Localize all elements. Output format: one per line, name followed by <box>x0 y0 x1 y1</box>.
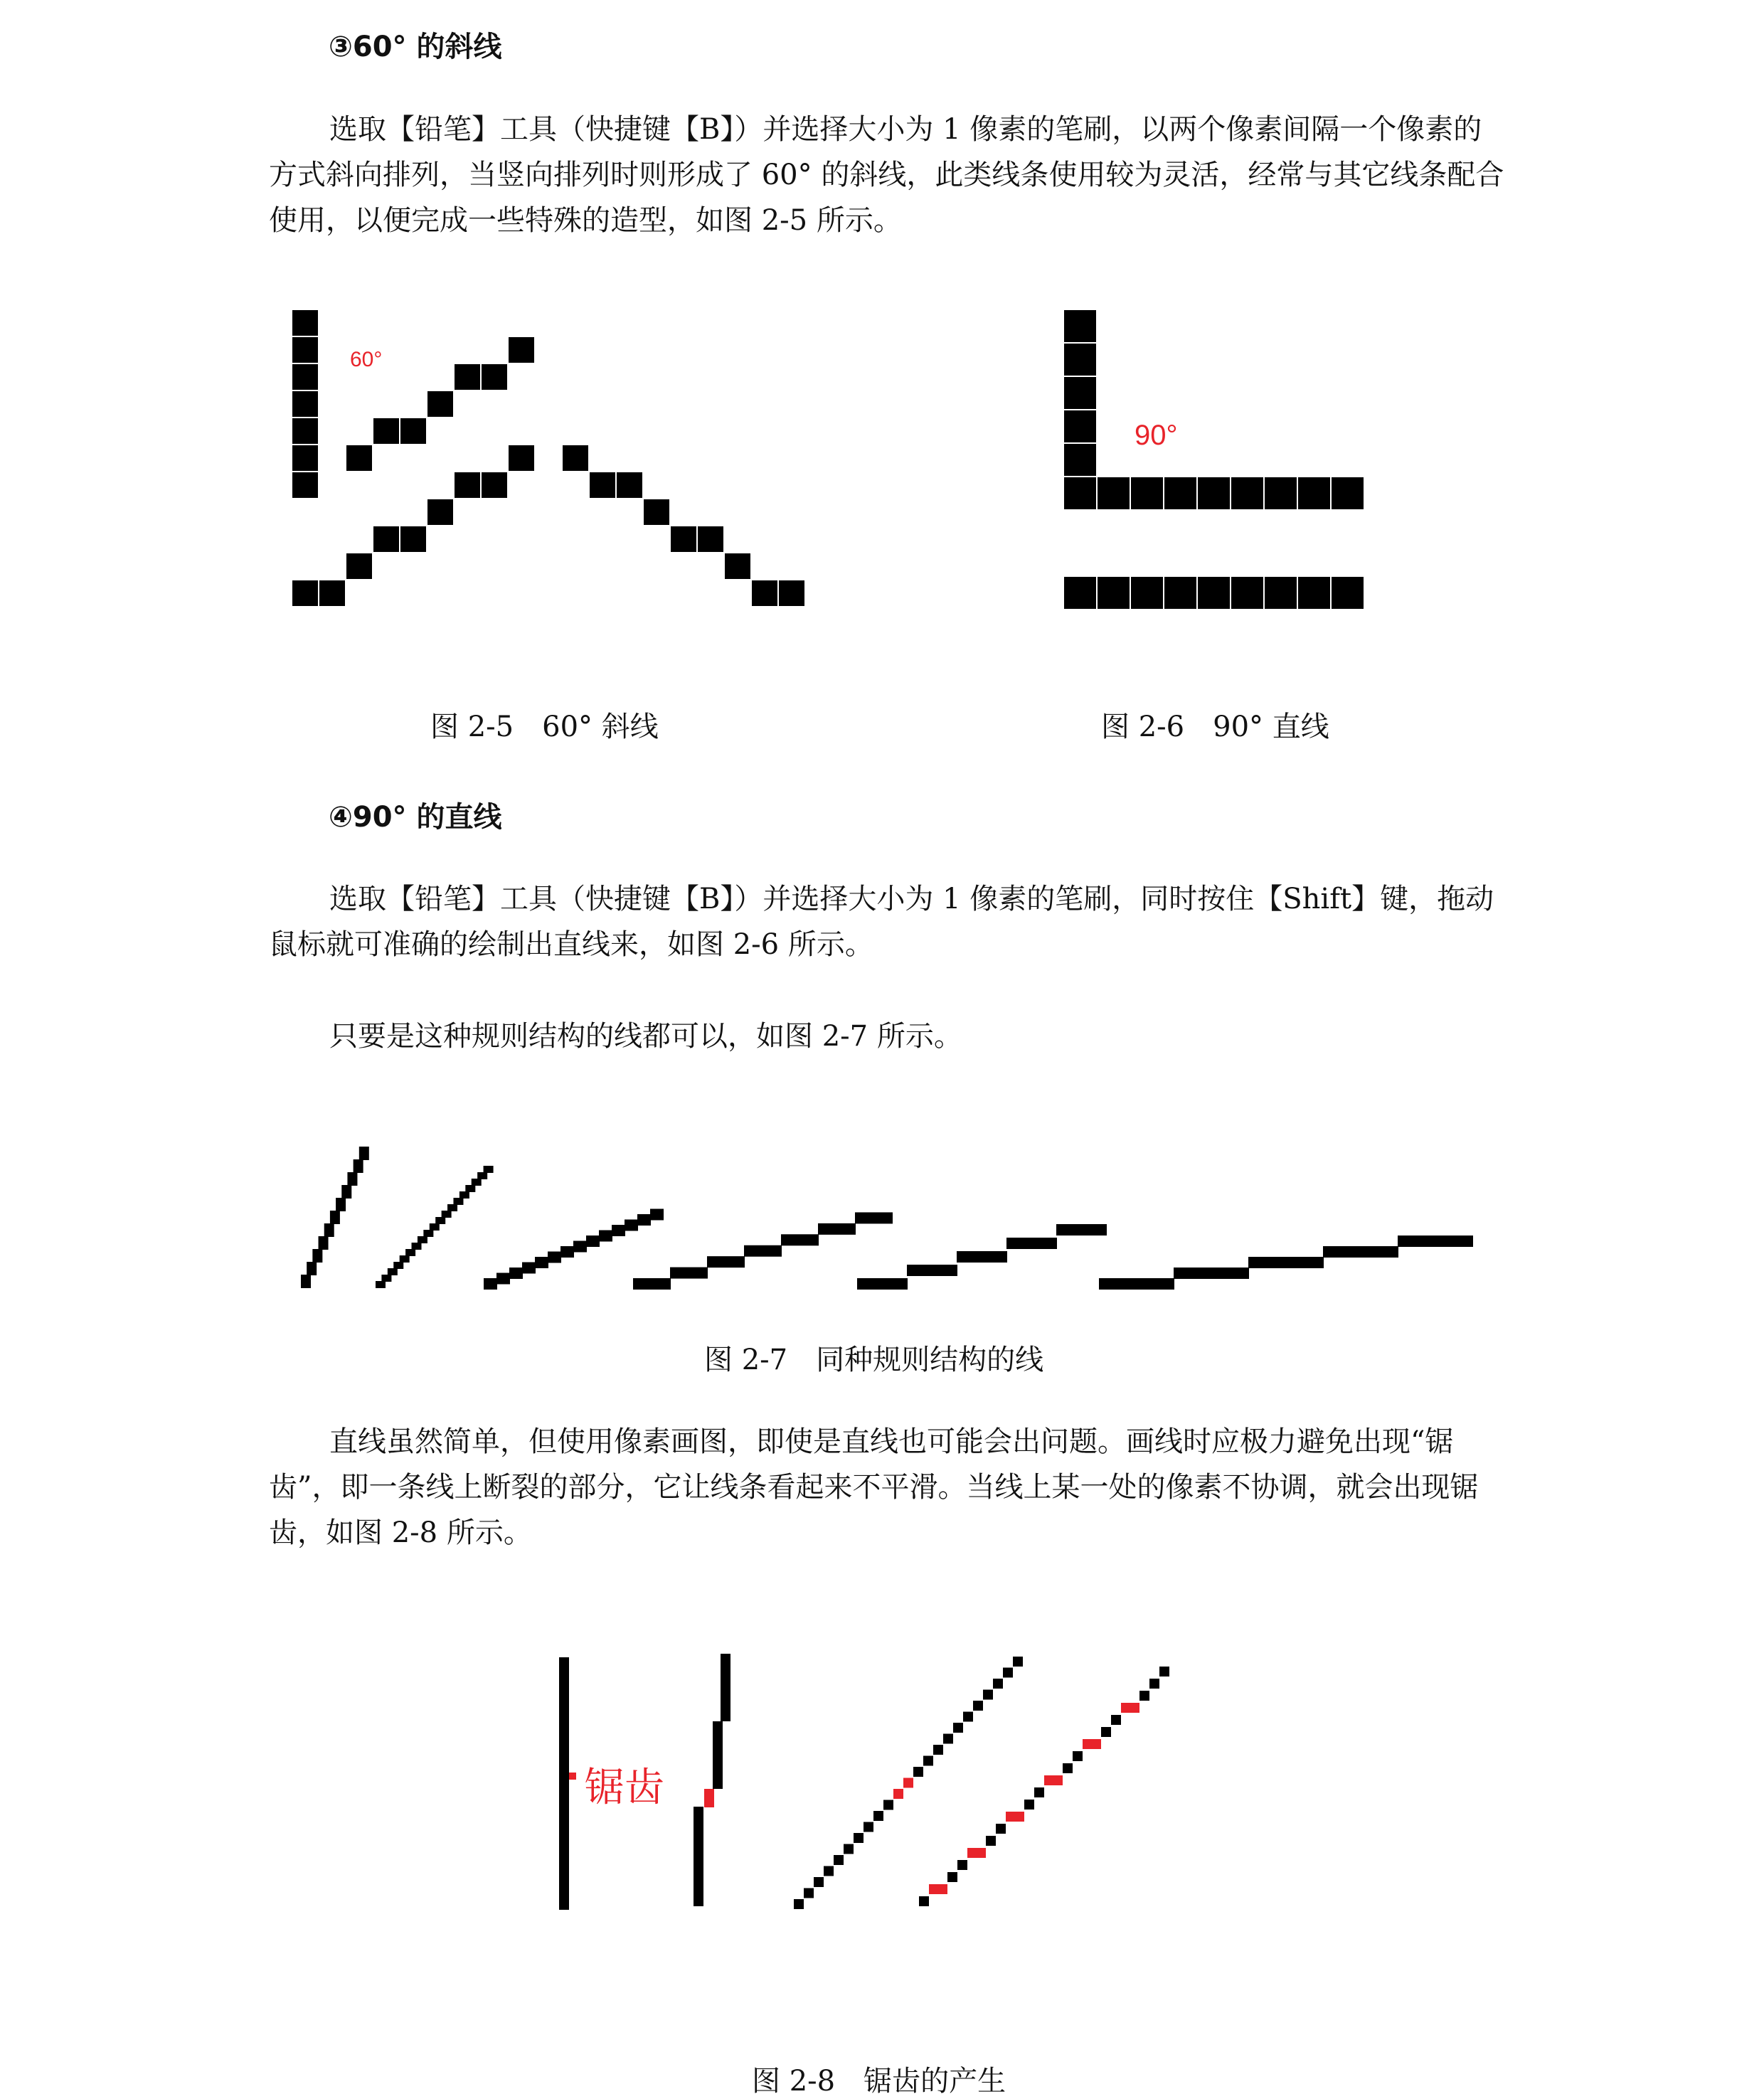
fig28-pixel <box>814 1877 824 1887</box>
fig28-jag-pixel <box>929 1884 947 1894</box>
fig28-jag-pixel <box>1044 1775 1063 1785</box>
fig27-step <box>625 1220 638 1231</box>
pixel-grid-90-degree <box>1063 309 1364 610</box>
fig28-line-segment <box>694 1807 703 1906</box>
regular-line-samples <box>301 1147 1473 1290</box>
fig25-pixel <box>508 445 535 472</box>
fig28-pixel <box>973 1701 983 1711</box>
fig27-step <box>430 1223 440 1231</box>
figure-2-6-diagram <box>1063 309 1376 622</box>
fig27-step <box>324 1223 334 1237</box>
fig25-pixel <box>373 526 400 553</box>
fig28-line-segment <box>721 1654 730 1721</box>
fig27-step <box>381 1275 391 1282</box>
fig26-pixel <box>1331 576 1364 610</box>
fig28-jag-pixel <box>1121 1703 1139 1713</box>
fig28-pixel <box>864 1822 873 1832</box>
fig27-step <box>650 1209 664 1221</box>
fig26-pixel <box>1231 576 1264 610</box>
figure-2-5-diagram <box>285 302 839 629</box>
fig27-step <box>1174 1268 1249 1279</box>
fig28-pixel <box>1003 1668 1013 1678</box>
fig25-pixel <box>292 363 319 390</box>
fig25-pixel <box>427 499 454 526</box>
fig27-step <box>586 1236 600 1247</box>
fig27-step <box>418 1236 427 1243</box>
section-heading-90: ④90° 的直线 <box>329 801 502 834</box>
fig25-pixel <box>508 336 535 363</box>
fig28-pixel <box>873 1811 883 1821</box>
fig26-pixel <box>1063 309 1097 343</box>
fig25-pixel <box>346 553 373 580</box>
fig27-step <box>319 1236 329 1250</box>
fig25-pixel <box>589 472 616 499</box>
fig27-step <box>1056 1224 1107 1236</box>
fig28-pixel <box>943 1734 953 1744</box>
fig28-pixel <box>854 1833 864 1843</box>
fig26-pixel <box>1130 576 1164 610</box>
fig26-pixel <box>1264 576 1297 610</box>
fig27-step <box>633 1278 671 1290</box>
fig28-pixel <box>1101 1727 1111 1737</box>
fig26-pixel <box>1231 477 1264 510</box>
fig27-step <box>548 1252 561 1263</box>
fig28-pixel <box>986 1836 996 1846</box>
figure-2-8-caption: 图 2-8 锯齿的产生 <box>752 2065 1006 2098</box>
fig28-pixel <box>947 1872 957 1882</box>
fig28-pixel <box>883 1800 893 1810</box>
figure-2-8-diagram <box>555 1650 1238 1920</box>
fig27-step <box>388 1268 398 1275</box>
fig25-pixel <box>292 472 319 499</box>
fig27-step <box>637 1214 651 1226</box>
fig28-pixel <box>834 1855 844 1865</box>
fig25-pixel <box>481 363 508 390</box>
fig27-step <box>405 1249 415 1256</box>
fig26-pixel <box>1331 477 1364 510</box>
fig28-pixel <box>824 1866 834 1876</box>
fig28-pixel <box>1073 1751 1083 1761</box>
fig27-step <box>670 1268 708 1279</box>
fig27-step <box>781 1234 819 1245</box>
fig25-pixel <box>400 418 427 445</box>
fig25-angle-label: 60° <box>350 348 383 371</box>
fig25-pixel <box>292 580 319 607</box>
fig28-pixel <box>993 1679 1003 1689</box>
fig28-pixel <box>957 1860 967 1870</box>
fig27-step <box>509 1268 523 1279</box>
fig26-pixel <box>1297 477 1331 510</box>
fig26-pixel <box>1097 576 1130 610</box>
fig27-step <box>354 1159 363 1173</box>
fig28-pixel <box>844 1844 854 1854</box>
fig27-step <box>1323 1246 1398 1258</box>
fig26-pixel <box>1063 376 1097 410</box>
fig27-step <box>484 1278 497 1290</box>
fig25-pixel <box>670 526 697 553</box>
fig28-jag-pixel <box>1006 1812 1024 1822</box>
fig28-jag-pixel <box>903 1778 913 1788</box>
fig27-step <box>599 1231 612 1242</box>
fig27-step <box>447 1204 457 1211</box>
fig25-pixel <box>778 580 805 607</box>
fig28-jag-pixel <box>1083 1739 1101 1749</box>
fig25-pixel <box>346 445 373 472</box>
fig25-pixel <box>697 526 724 553</box>
fig27-step <box>707 1256 745 1268</box>
fig27-step <box>818 1223 856 1235</box>
fig28-line-segment <box>713 1721 723 1789</box>
fig25-pixel <box>292 309 319 336</box>
fig27-step <box>1099 1278 1174 1290</box>
fig28-jag-pixel <box>569 1773 576 1780</box>
fig27-step <box>442 1211 452 1218</box>
fig25-pixel <box>427 390 454 418</box>
fig26-pixel <box>1097 477 1130 510</box>
fig25-pixel <box>481 472 508 499</box>
fig27-step <box>393 1262 403 1269</box>
paragraph-jaggies: 直线虽然简单，但使用像素画图，即使是直线也可能会出问题。画线时应极力避免出现“锯齿”，即一条线上断裂的部分，它让线条看起来不平滑。当线上某一处的像素不协调，就会出现锯齿，如图 2-8 所示。 <box>269 1425 1479 1549</box>
fig28-pixel <box>923 1756 933 1766</box>
fig28-line-segment <box>559 1657 569 1778</box>
fig28-pixel <box>1024 1800 1034 1810</box>
fig27-step <box>312 1249 322 1263</box>
fig27-step <box>496 1273 510 1285</box>
fig27-step <box>359 1147 369 1160</box>
fig28-pixel <box>996 1824 1006 1834</box>
fig25-pixel <box>400 526 427 553</box>
fig27-step <box>560 1246 574 1258</box>
fig28-pixel <box>953 1723 963 1733</box>
fig27-step <box>855 1212 893 1223</box>
fig27-step <box>907 1265 957 1276</box>
fig25-pixel <box>616 472 643 499</box>
fig27-step <box>1006 1238 1057 1249</box>
fig26-pixel <box>1164 477 1197 510</box>
fig25-pixel <box>292 390 319 418</box>
figure-2-7-caption: 图 2-7 同种规则结构的线 <box>704 1344 1044 1376</box>
fig25-pixel <box>373 418 400 445</box>
fig26-pixel <box>1164 576 1197 610</box>
fig28-jag-pixel <box>967 1848 986 1858</box>
figure-2-5-caption: 图 2-5 60° 斜线 <box>430 711 659 743</box>
fig27-step <box>857 1278 908 1290</box>
figure-2-6-caption: 图 2-6 90° 直线 <box>1101 711 1329 743</box>
fig27-step <box>484 1166 494 1173</box>
fig28-pixel <box>1111 1715 1121 1725</box>
fig28-pixel <box>1034 1787 1044 1797</box>
fig26-pixel <box>1130 477 1164 510</box>
fig28-line-segment <box>559 1778 569 1910</box>
fig25-pixel <box>562 445 589 472</box>
fig27-step <box>400 1255 410 1263</box>
fig27-step <box>423 1230 433 1237</box>
fig27-step <box>336 1198 346 1211</box>
fig26-pixel <box>1197 477 1231 510</box>
fig27-step <box>347 1172 357 1186</box>
fig27-step <box>301 1275 311 1288</box>
fig28-pixel <box>1149 1679 1159 1689</box>
fig25-pixel <box>292 445 319 472</box>
fig26-pixel <box>1063 576 1097 610</box>
fig27-step <box>465 1185 475 1192</box>
fig28-pixel <box>963 1712 973 1722</box>
fig27-step <box>477 1172 487 1179</box>
fig27-step <box>612 1225 625 1236</box>
fig28-pixel <box>794 1899 804 1909</box>
fig28-pixel <box>1139 1691 1149 1701</box>
fig28-jag-pixel <box>704 1789 714 1807</box>
figure-2-7-diagram <box>295 1134 1483 1305</box>
fig27-step <box>535 1257 548 1268</box>
fig27-step <box>472 1179 482 1186</box>
fig27-step <box>341 1185 351 1199</box>
fig27-step <box>376 1281 386 1288</box>
paragraph-90-degree: 选取【铅笔】工具（快捷键【B】）并选择大小为 1 像素的笔刷，同时按住【Shift】键，拖动鼠标就可准确的绘制出直线来，如图 2-6 所示。 <box>269 883 1494 961</box>
paragraph-60-degree: 选取【铅笔】工具（快捷键【B】）并选择大小为 1 像素的笔刷，以两个像素间隔一个像素的方式斜向排列，当竖向排列时则形成了 60° 的斜线，此类线条使用较为灵活，经常与其它线条配合使用，以便完成一些特殊的造型，如图 2-5 所示。 <box>269 113 1504 237</box>
fig25-pixel <box>751 580 778 607</box>
fig27-step <box>573 1241 587 1253</box>
fig25-pixel <box>724 553 751 580</box>
fig26-pixel <box>1264 477 1297 510</box>
fig26-pixel <box>1197 576 1231 610</box>
fig27-step <box>459 1191 469 1199</box>
fig28-pixel <box>1063 1763 1073 1773</box>
fig25-pixel <box>643 499 670 526</box>
fig26-pixel <box>1297 576 1331 610</box>
fig28-pixel <box>804 1888 814 1898</box>
fig26-angle-label: 90° <box>1135 420 1178 451</box>
fig27-step <box>1248 1257 1324 1268</box>
fig27-step <box>957 1251 1007 1263</box>
fig28-pixel <box>913 1767 923 1777</box>
fig26-pixel <box>1063 477 1097 510</box>
fig25-pixel <box>292 336 319 363</box>
fig25-pixel <box>292 418 319 445</box>
fig25-pixel <box>319 580 346 607</box>
paragraph-regular-lines: 只要是这种规则结构的线都可以，如图 2-7 所示。 <box>329 1020 962 1053</box>
fig28-pixel <box>1159 1667 1169 1676</box>
fig28-pixel <box>983 1690 993 1700</box>
fig27-step <box>330 1211 340 1224</box>
fig25-pixel <box>454 363 481 390</box>
fig27-step <box>307 1262 317 1275</box>
fig26-pixel <box>1063 443 1097 477</box>
fig28-jaggies-label: 锯齿 <box>585 1765 664 1811</box>
section-heading-60: ③60° 的斜线 <box>329 31 502 63</box>
fig28-pixel <box>933 1745 943 1755</box>
fig27-step <box>435 1217 445 1224</box>
fig27-step <box>1398 1236 1473 1247</box>
fig25-pixel <box>454 472 481 499</box>
fig27-step <box>744 1245 782 1257</box>
fig26-pixel <box>1063 410 1097 443</box>
fig26-pixel <box>1063 343 1097 376</box>
fig27-step <box>522 1263 536 1274</box>
fig28-pixel <box>919 1896 929 1906</box>
fig28-jag-pixel <box>893 1789 903 1799</box>
fig27-step <box>412 1243 422 1250</box>
fig27-step <box>453 1198 463 1205</box>
fig28-pixel <box>1013 1657 1023 1667</box>
